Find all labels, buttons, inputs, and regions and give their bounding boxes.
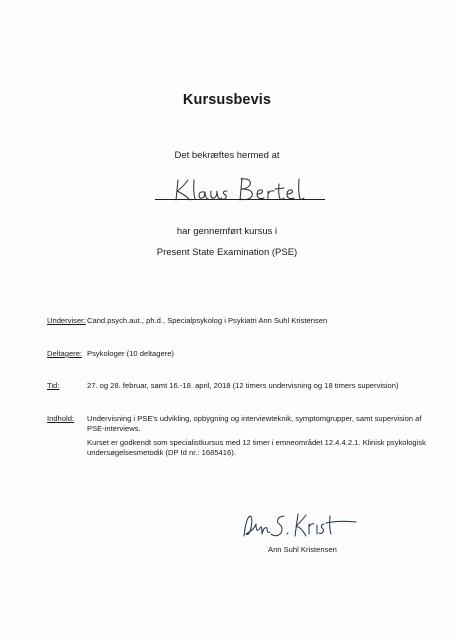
tid-label: Tid: (47, 381, 60, 390)
tid-value: 27. og 28. februar, samt 16.-18. april, 2018 (12 timers undervisning og 18 timers supervision) (87, 381, 399, 390)
indhold-label: Indhold: (47, 414, 75, 423)
indhold-value (87, 414, 427, 462)
deltagere-label: Deltagere: (47, 349, 83, 358)
underviser-value: Cand.psych.aut., ph.d., Specialpsykolog i Psykiatri Ann Suhl Kristensen (87, 316, 328, 325)
indhold-paragraph-2: Kurset er godkendt som specialistkursus med 12 timer i emneområdet 12.4.4.2.1. Klinisk psykologisk undersøgelsesmetodik (DP Id nr.: 1685416). (87, 438, 426, 457)
course-name: Present State Examination (PSE) (156, 247, 298, 258)
completed-line: har gennemført kursus i (176, 226, 278, 237)
confirm-line: Det bekræftes hermed at (174, 150, 280, 161)
indhold-paragraph-1: Undervisning i PSE's udvikling, opbygning og interviewteknik, symptomgrupper, samt supervision af PSE-interviews. (87, 414, 422, 433)
name-underline (155, 199, 325, 200)
participant-name-handwriting (170, 172, 320, 206)
underviser-label: Underviser: (47, 316, 86, 325)
deltagere-value: Psykologer (10 deltagere) (87, 349, 174, 358)
handwritten-signature (240, 508, 360, 542)
document-title: Kursusbevis (182, 92, 272, 108)
signer-name: Ann Suhl Kristensen (268, 545, 337, 554)
